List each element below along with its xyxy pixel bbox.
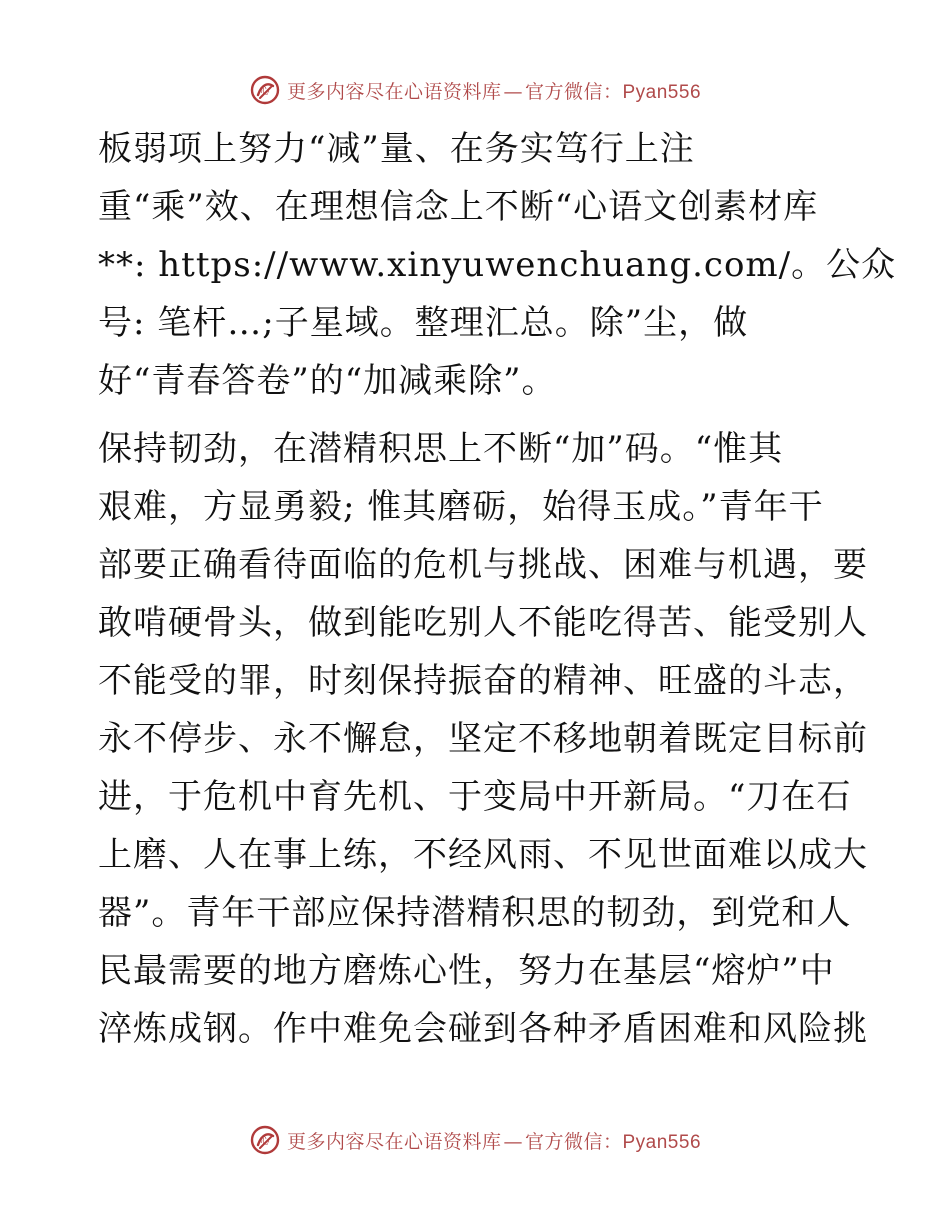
banner-main-text: 更多内容尽在心语资料库	[286, 1130, 502, 1153]
svg-text:心: 心	[260, 1137, 270, 1147]
text-line: 板弱项上努力“减”量、在务实笃行上注	[98, 129, 695, 169]
text-line: 保持韧劲，在潜精积思上不断“加”码。“惟其	[98, 429, 784, 469]
header-watermark-banner	[0, 70, 950, 110]
text-line: 民最需要的地方磨炼心性，努力在基层“熔炉”中	[98, 951, 835, 991]
paragraph-2	[98, 420, 868, 1058]
text-line: 号: 笔杆…;子星域。整理汇总。除”尘，做	[98, 303, 749, 343]
wechat-label: 官方微信：	[524, 80, 623, 103]
text-line: 重“乘”效、在理想信念上不断“心语文创素材库	[98, 187, 819, 227]
brand-logo-icon	[249, 1124, 281, 1156]
text-line: 上磨、人在事上练，不经风雨、不见世面难以成大	[98, 835, 868, 875]
wechat-id: Pyan556	[622, 81, 702, 103]
banner-separator: —	[503, 80, 523, 103]
wechat-id: Pyan556	[622, 1131, 702, 1153]
document-body	[98, 120, 897, 1058]
brand-logo-icon	[249, 74, 281, 106]
text-line: 部要正确看待面临的危机与挑战、困难与机遇，要	[98, 545, 868, 585]
text-line: 艰难，方显勇毅; 惟其磨砺，始得玉成。”青年干	[98, 487, 824, 527]
text-line: 不能受的罪，时刻保持振奋的精神、旺盛的斗志，	[98, 661, 868, 701]
text-line: 敢啃硬骨头，做到能吃别人不能吃得苦、能受别人	[98, 603, 868, 643]
text-line: 永不停步、永不懈怠，坚定不移地朝着既定目标前	[98, 719, 868, 759]
wechat-label: 官方微信：	[524, 1130, 623, 1153]
banner-main-text: 更多内容尽在心语资料库	[286, 80, 502, 103]
text-line: 器”。青年干部应保持潜精积思的韧劲，到党和人	[98, 893, 852, 933]
text-line: 进，于危机中育先机、于变局中开新局。“刀在石	[98, 777, 852, 817]
paragraph-1	[98, 120, 897, 410]
text-line: 好“青春答卷”的“加减乘除”。	[98, 361, 557, 401]
svg-text:心: 心	[260, 87, 270, 97]
text-line: **: https://www.xinyuwenchuang.com/。公众	[98, 245, 897, 285]
banner-separator: —	[503, 1130, 523, 1153]
footer-watermark-banner	[0, 1120, 950, 1160]
banner-text	[287, 1127, 701, 1154]
text-line: 淬炼成钢。作中难免会碰到各种矛盾困难和风险挑	[98, 1009, 868, 1049]
banner-text	[287, 77, 701, 104]
